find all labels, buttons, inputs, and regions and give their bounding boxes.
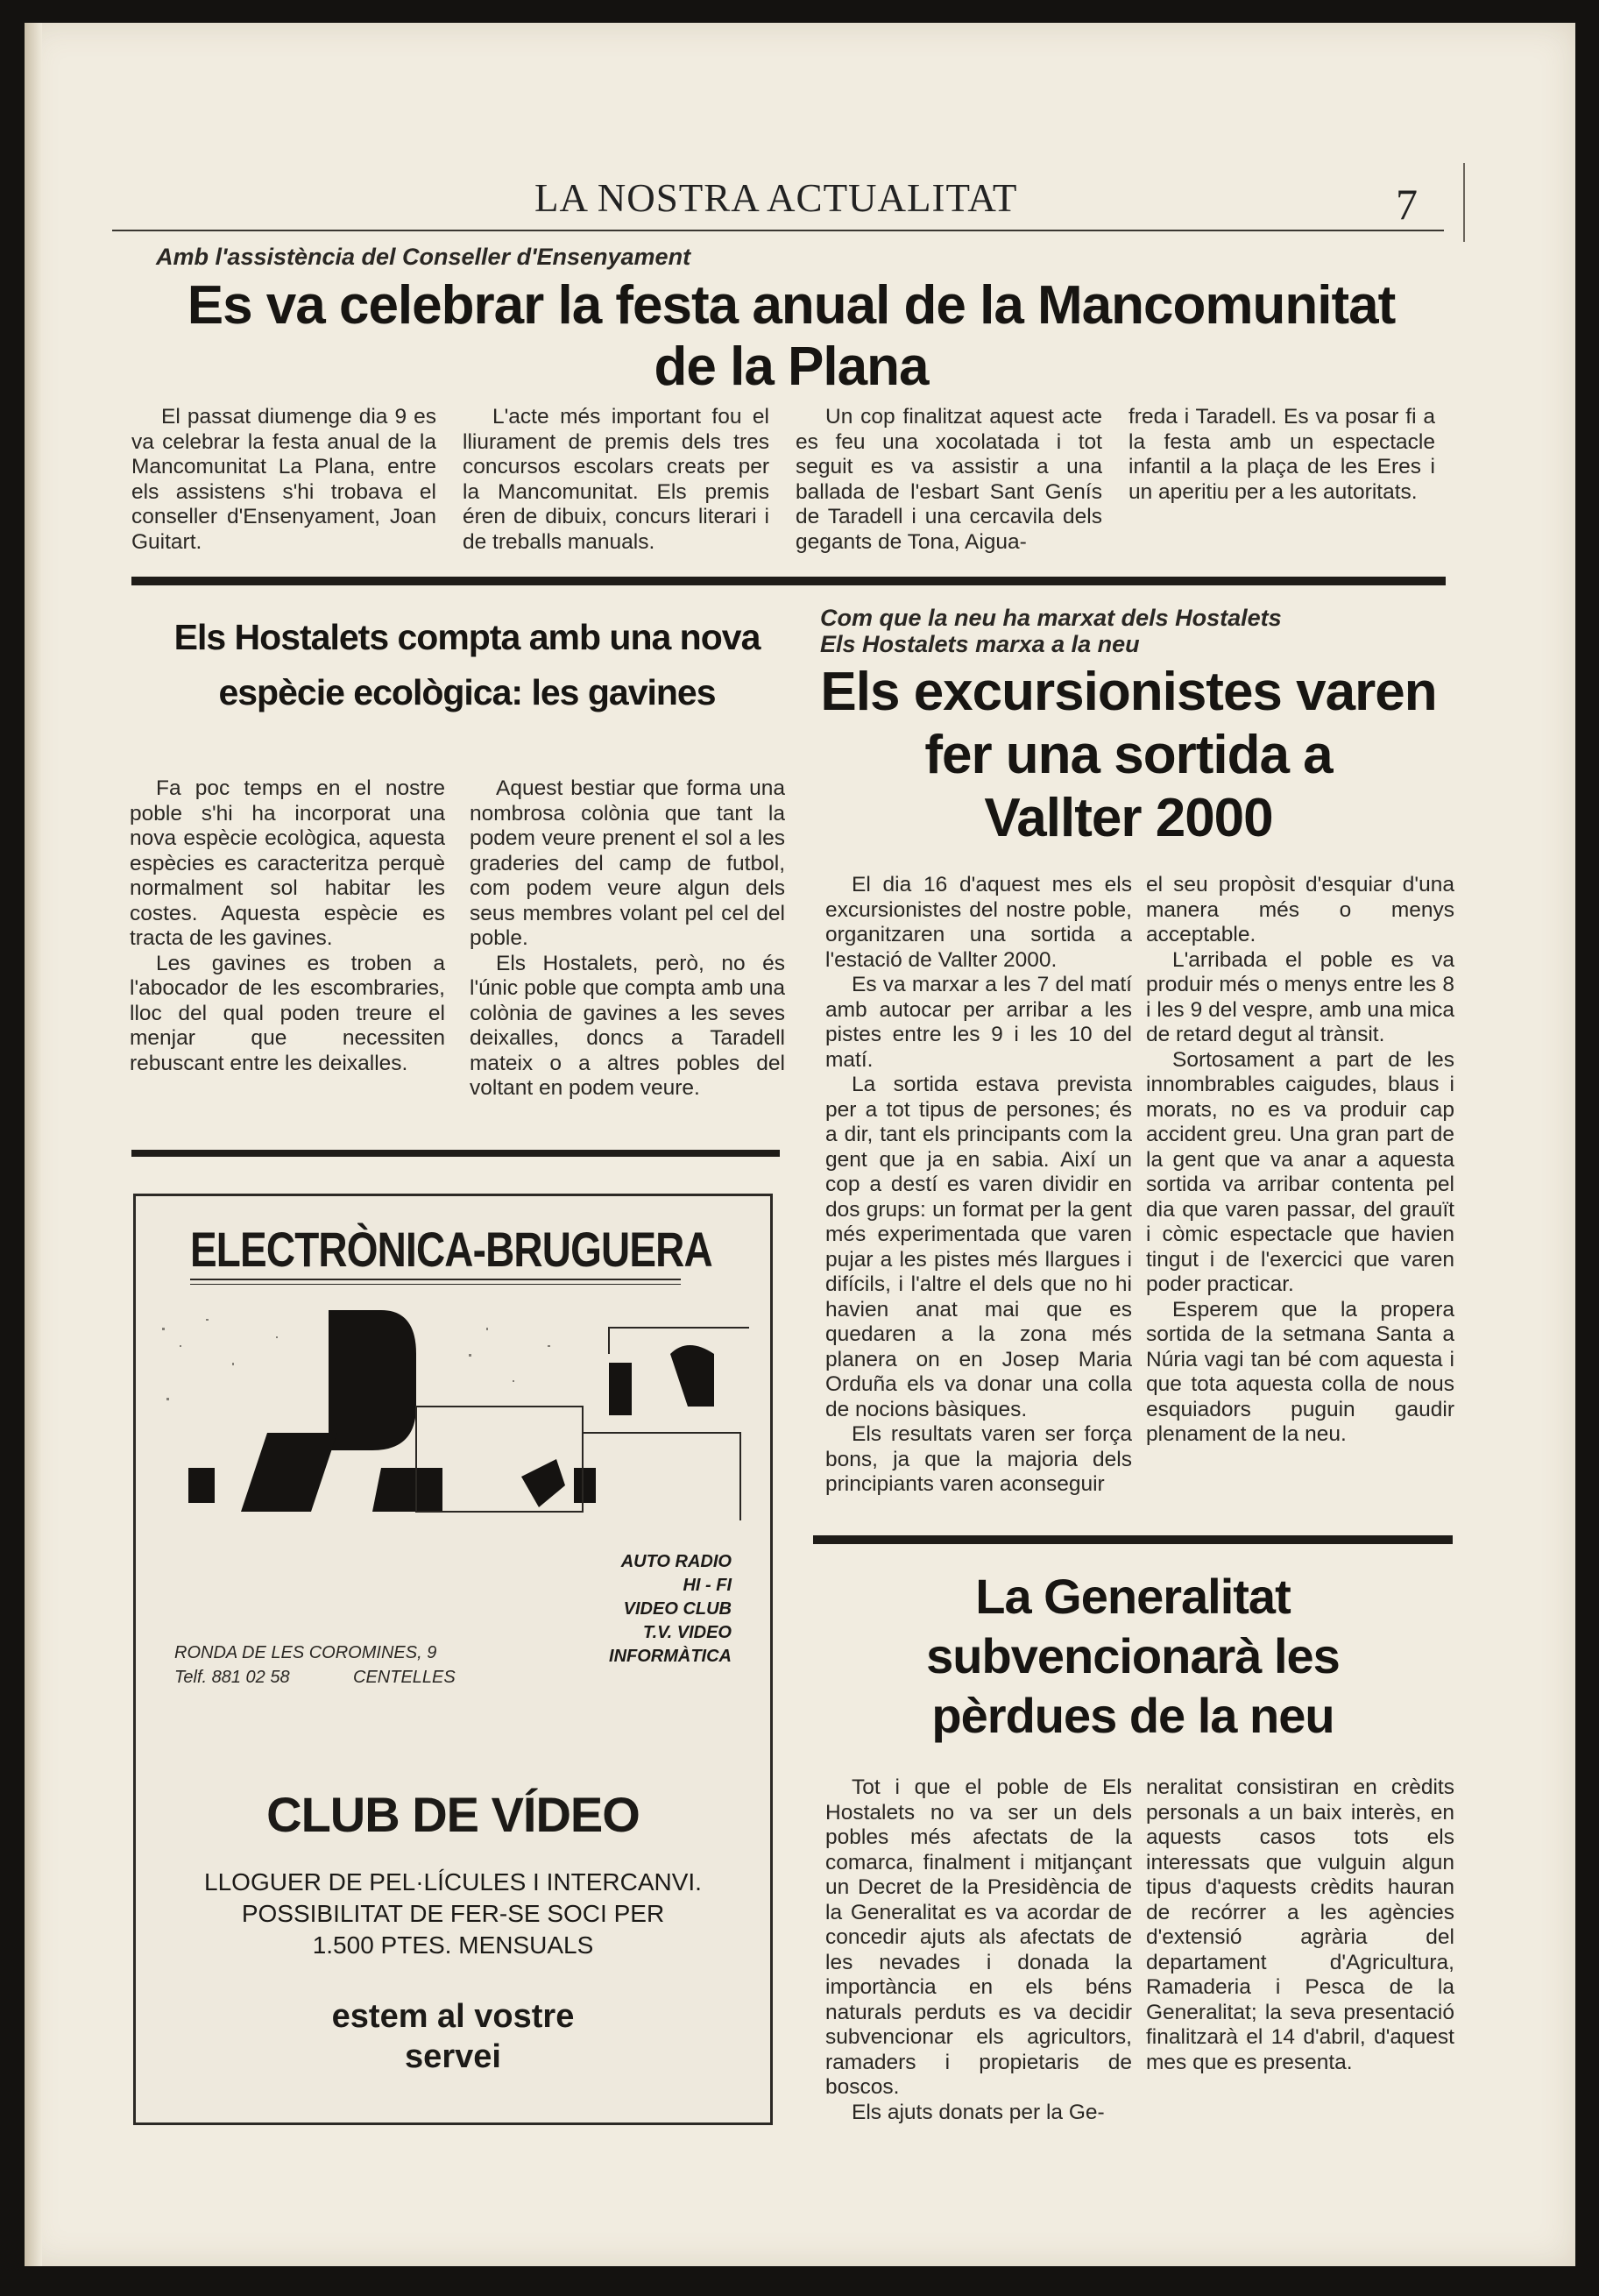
margin-mark (1463, 163, 1465, 242)
article1-column: El passat diumenge dia 9 es va celebrar la festa anual de la Mancomunitat La Plana, entre els assistens s'hi trobava el conseller d'Ensenyament, Joan Guitart. (131, 405, 436, 554)
ad2-line: POSSIBILITAT DE FER-SE SOCI PER (241, 1900, 665, 1927)
article3-headline-line: Vallter 2000 (984, 788, 1273, 848)
article3-column: el seu propòsit d'esquiar d'una manera més o menys acceptable. L'arribada el poble es va produir més o menys entre les 8 i les 9 del vespre, amb una mica de retard degut al trànsit. Sortosament a part de les innombrables caigudes, blaus i morats, no es va produir cap accident greu. Una gran part de la gent que va anar a aquesta sortida va arribar contenta pel dia que varen passar, del grauït i còmic espectacle que havien tingut i de l'exercici que varen poder practicar. Esperem que la propera sortida de la setmana Santa a Núria vagi tan bé com aquesta i que tota aquesta colla de nous esquiadors puguin gaudir plenament de la neu. (1146, 873, 1454, 1446)
ad-town: CENTELLES (353, 1668, 456, 1687)
divider-rule (131, 577, 1446, 585)
article2-headline-line: espècie ecològica: les gavines (218, 672, 716, 712)
service-item: AUTO RADIO (620, 1552, 732, 1571)
article1-headline-line: Es va celebrar la festa anual de la Mancomunitat (187, 275, 1396, 336)
ad2-price: 1.500 PTES. MENSUALS (312, 1931, 594, 1959)
article1-kicker: Amb l'assistència del Conseller d'Ensenyament (156, 244, 691, 270)
service-item: T.V. VIDEO (642, 1623, 732, 1642)
article4-column: neralitat consistiran en crèdits personals a un baix interès, en aquests casos tots els interessats que vulguin algun tipus d'aquests crèdits hauran de recórrer a les agències d'extensió agrària del departament d'Agricultura, Ramaderia i Pesca de la Generalitat; la seva presentació finalitzarà el 14 d'abril, d'aquest mes que es presenta. (1146, 1775, 1454, 2074)
ad2-slogan (136, 1996, 770, 2077)
article1-column: Un cop finalitzat aquest acte es feu una xocolatada i tot seguit es va assistir a una ballada de l'esbart Sant Genís de Taradell i una cercavila dels gegants de Tona, Aigua- (796, 405, 1102, 554)
ad-services (591, 1550, 732, 1669)
ad2-title: CLUB DE VÍDEO (266, 1787, 640, 1842)
article1-headline (130, 275, 1453, 398)
article3-headline (813, 661, 1444, 850)
article4-headline (813, 1567, 1453, 1746)
article4-headline-line: La Generalitat (975, 1569, 1291, 1624)
article4-headline-line: subvencionarà les (926, 1628, 1340, 1683)
service-item: VIDEO CLUB (623, 1599, 732, 1619)
page-spine (25, 23, 42, 2266)
ad2-slogan-line: estem al vostre (331, 1998, 575, 2035)
article4-headline-line: pèrdues de la neu (931, 1688, 1334, 1743)
article3-headline-line: Els excursionistes varen (820, 662, 1437, 722)
ad-title-underline (190, 1284, 681, 1285)
article2-column: Fa poc temps en el nostre poble s'hi ha incorporat una nova espècie ecològica, aquesta espècies es caracteritza perquè normalment sol habitar les costes. Aquesta espècie es tracta de les gavines. Les gavines es troben a l'abocador de les escombraries, lloc del qual poden treure el menjar que necessiten rebuscant entre les deixalles. (130, 776, 445, 1075)
article3-headline-line: fer una sortida a (924, 725, 1333, 785)
ad2-line: LLOGUER DE PEL·LÍCULES I INTERCANVI. (204, 1868, 702, 1896)
divider-rule (813, 1535, 1453, 1544)
club-de-video-ad (133, 1698, 773, 2125)
ad-address: RONDA DE LES COROMINES, 9 (174, 1643, 437, 1662)
service-item: HI - FI (683, 1576, 732, 1595)
article1-column: freda i Taradell. Es va posar fi a la festa amb un espectacle infantil a la plaça de les Eres i un aperitiu per a les autoritats. (1128, 405, 1435, 504)
ad-title: ELECTRÒNICA-BRUGUERA (190, 1222, 712, 1277)
article4-column: Tot i que el poble de Els Hostalets no va ser un dels pobles més afectats de la comarca, finalment i mitjançant un Decret de la Presidència de la Generalitat es va acordar de concedir ajuts als afectats de les nevades i donada la importància en els béns naturals perduts es va decidir subvencionar els agricultors, ramaders i propietaris de boscos. Els ajuts donats per la Ge- (825, 1775, 1132, 2124)
article2-headline (125, 610, 809, 720)
article3-kicker-line: Com que la neu ha marxat dels Hostalets (820, 605, 1282, 631)
bruguera-logo (153, 1301, 758, 1538)
ad2-text (136, 1867, 770, 1961)
article3-kicker (820, 605, 1282, 657)
article1-column: L'acte més important fou el lliurament de premis dels tres concursos escolars creats per la Mancomunitat. Els premis éren de dibuix, concurs literari i de treballs manuals. (463, 405, 769, 554)
newspaper-page (25, 23, 1575, 2266)
logo-graphic (188, 1310, 714, 1512)
ad2-slogan-line: servei (405, 2038, 501, 2075)
electronica-bruguera-ad (133, 1194, 773, 1701)
section-title: LA NOSTRA ACTUALITAT (534, 176, 1018, 220)
article1-headline-line: de la Plana (654, 337, 929, 397)
divider-rule (131, 1150, 780, 1157)
article3-column: El dia 16 d'aquest mes els excursionistes del nostre poble, organitzaren una sortida a l'estació de Vallter 2000. Es va marxar a les 7 del matí amb autocar per arribar a les pistes entre les 9 i les 10 del matí. La sortida estava prevista per a tot tipus de persones; és a dir, tant els principants com la gent que ja en sabia. Així un cop a destí es varen dividir en dos grups: un format per la gent més experimentada que varen pujar a les pistes més llargues i difícils, i l'altre el dels que no hi havien anat mai que es quedaren a la zona més planera on en Josep Maria Orduña els va donar una colla de nocions bàsiques. Els resultats varen ser força bons, ja que la majoria dels principiants varen aconseguir (825, 873, 1132, 1496)
article2-headline-line: Els Hostalets compta amb una nova (173, 617, 761, 657)
article3-kicker-line: Els Hostalets marxa a la neu (820, 631, 1140, 657)
ad-title-underline (190, 1279, 681, 1280)
page-number: 7 (1396, 180, 1418, 229)
article2-column: Aquest bestiar que forma una nombrosa colònia que tant la podem veure prenent el sol a les graderies del camp de futbol, com podem veure algun dels seus membres volant pel cel del poble. Els Hostalets, però, no és l'únic poble que compta amb una colònia de gavines a les seves deixalles, doncs a Taradell mateix o a altres pobles del voltant en podem veure. (470, 776, 785, 1100)
masthead-rule (112, 230, 1444, 231)
service-item: INFORMÀTICA (609, 1647, 732, 1666)
ad-phone: Telf. 881 02 58 (174, 1668, 290, 1687)
